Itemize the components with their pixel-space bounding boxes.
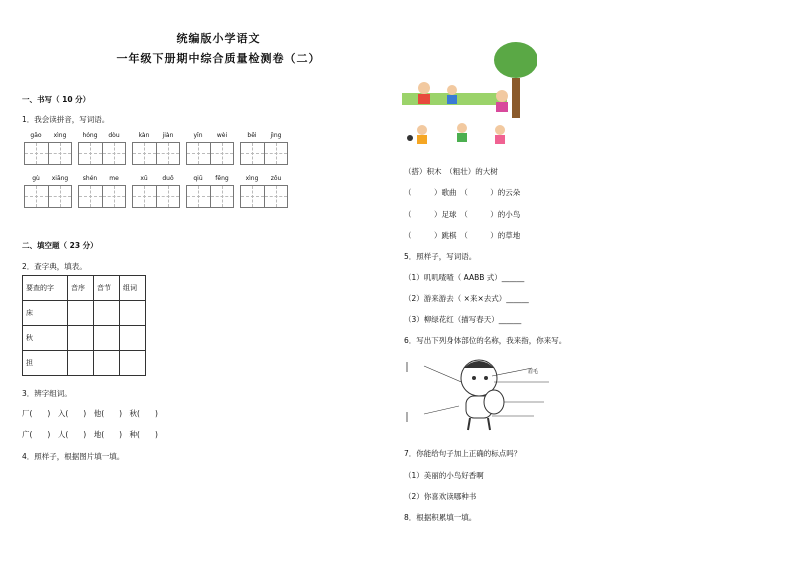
eye xyxy=(472,376,476,380)
table-row xyxy=(23,301,146,326)
page-title: 统编版小学语文 xyxy=(176,32,261,45)
table-cell-blank[interactable] xyxy=(68,301,94,326)
pinyin: dòu xyxy=(108,132,120,139)
writing-box[interactable] xyxy=(133,186,156,207)
tree-trunk xyxy=(512,78,520,118)
writing-box[interactable] xyxy=(241,143,264,164)
writing-box[interactable] xyxy=(156,186,180,207)
q7-item-2: （2）你喜欢读哪种书 xyxy=(404,492,477,501)
pinyin: wèi xyxy=(216,132,228,139)
q4-line-3: （ ）足球 （ ）的小鸟 xyxy=(404,210,521,219)
pinyin-group xyxy=(78,175,126,208)
table-cell-char: 床 xyxy=(23,301,68,326)
table-header-row xyxy=(23,276,146,301)
child-body xyxy=(457,133,467,142)
q4-line-1: （搭）积木 （粗壮）的大树 xyxy=(404,167,498,176)
section1-heading: 一、书写（ 10 分） xyxy=(22,95,91,104)
fan xyxy=(484,390,504,414)
pinyin-group xyxy=(132,175,180,208)
pinyin: hóng xyxy=(82,132,98,139)
pinyin: shén xyxy=(82,175,98,182)
pinyin: bēi xyxy=(247,132,257,139)
table-cell-blank[interactable] xyxy=(94,351,120,376)
children-playing-illustration xyxy=(402,38,537,150)
dictionary-table xyxy=(22,275,146,376)
table-cell-blank[interactable] xyxy=(94,326,120,351)
writing-box[interactable] xyxy=(241,186,264,207)
hair xyxy=(464,361,494,368)
pinyin-group xyxy=(240,175,288,208)
child-body xyxy=(417,135,427,144)
pinyin-row-1 xyxy=(24,132,288,165)
table-header: 音序 xyxy=(68,276,94,301)
pinyin: duō xyxy=(162,175,174,182)
pinyin: xū xyxy=(140,175,148,182)
writing-box[interactable] xyxy=(102,186,126,207)
writing-box[interactable] xyxy=(187,186,210,207)
writing-box[interactable] xyxy=(156,143,180,164)
pinyin-group xyxy=(24,132,72,165)
pinyin-row-2 xyxy=(24,175,288,208)
pinyin: jìng xyxy=(270,132,282,139)
pinyin-group xyxy=(186,175,234,208)
pinyin: xìng xyxy=(245,175,259,182)
section2-heading: 二、填空题（ 23 分） xyxy=(22,241,98,250)
writing-box[interactable] xyxy=(48,186,72,207)
pinyin-group xyxy=(78,132,126,165)
q5-item-1: （1）叽叽喳喳（ AABB 式）______ xyxy=(404,273,525,282)
pinyin: yīn xyxy=(193,132,203,139)
pinyin: xiāng xyxy=(51,175,69,182)
child xyxy=(417,125,427,135)
table-cell-blank[interactable] xyxy=(120,351,146,376)
table-cell-blank[interactable] xyxy=(68,351,94,376)
tree-crown xyxy=(494,42,537,78)
question-6: 6．写出下列身体部位的名称，我来指，你来写。 xyxy=(404,336,567,345)
q5-item-3: （3）柳绿花红（描写春天）______ xyxy=(404,315,522,324)
table-header: 要查的字 xyxy=(23,276,68,301)
writing-box[interactable] xyxy=(25,186,48,207)
q3-line-2: 广( ) 人( ) 地( ) 种( ) xyxy=(22,430,158,439)
pinyin: gāo xyxy=(30,132,42,139)
pinyin-group xyxy=(186,132,234,165)
writing-box[interactable] xyxy=(79,143,102,164)
child xyxy=(457,123,467,133)
writing-box[interactable] xyxy=(264,186,288,207)
writing-box[interactable] xyxy=(102,143,126,164)
page-subtitle: 一年级下册期中综合质量检测卷（二） xyxy=(116,52,321,65)
pinyin: zǒu xyxy=(270,175,282,182)
child-body xyxy=(496,102,508,112)
table-header: 组词 xyxy=(120,276,146,301)
question-8: 8．根据积累填一填。 xyxy=(404,513,477,522)
table-cell-char: 秋 xyxy=(23,326,68,351)
table-cell-blank[interactable] xyxy=(68,326,94,351)
writing-box[interactable] xyxy=(264,143,288,164)
child xyxy=(495,125,505,135)
table-header: 音节 xyxy=(94,276,120,301)
question-7: 7．你能给句子加上正确的标点吗？ xyxy=(404,449,522,458)
q7-item-1: （1）美丽的小鸟好香啊 xyxy=(404,471,484,480)
pinyin-group xyxy=(24,175,72,208)
writing-box[interactable] xyxy=(79,186,102,207)
eye xyxy=(484,376,488,380)
child xyxy=(418,82,430,94)
table-row xyxy=(23,351,146,376)
question-1: 1．我会读拼音，写词语。 xyxy=(22,115,110,124)
child-body xyxy=(447,95,457,104)
table-row xyxy=(23,326,146,351)
q5-item-2: （2）游来游去（ ×来×去式）______ xyxy=(404,294,529,303)
child xyxy=(496,90,508,102)
q3-line-1: 厂( ) 入( ) 他( ) 秋( ) xyxy=(22,409,158,418)
writing-box[interactable] xyxy=(133,143,156,164)
writing-box[interactable] xyxy=(210,143,234,164)
writing-box[interactable] xyxy=(48,143,72,164)
ball-icon xyxy=(407,135,413,141)
writing-box[interactable] xyxy=(187,143,210,164)
pinyin: xìng xyxy=(53,132,67,139)
q4-line-2: （ ）歌曲 （ ）的云朵 xyxy=(404,188,521,197)
pinyin: me xyxy=(109,175,119,182)
pinyin-group xyxy=(240,132,288,165)
child xyxy=(447,85,457,95)
body-parts-figure xyxy=(404,354,564,434)
question-5: 5．照样子，写词语。 xyxy=(404,252,477,261)
question-2: 2．查字典，填表。 xyxy=(22,262,87,271)
eyebrow-label: 眉毛 xyxy=(528,369,539,375)
child-body xyxy=(418,94,430,104)
pinyin: kàn xyxy=(138,132,150,139)
table-cell-blank[interactable] xyxy=(120,301,146,326)
writing-box[interactable] xyxy=(25,143,48,164)
table-cell-blank[interactable] xyxy=(94,301,120,326)
pinyin: gù xyxy=(32,175,40,182)
pinyin: qiū xyxy=(193,175,203,182)
table-cell-blank[interactable] xyxy=(120,326,146,351)
pinyin: jiàn xyxy=(162,132,174,139)
child-body xyxy=(495,135,505,144)
q4-line-4: （ ）跳棋 （ ）的草地 xyxy=(404,231,521,240)
question-3: 3．辨字组词。 xyxy=(22,389,72,398)
table-cell-char: 担 xyxy=(23,351,68,376)
writing-box[interactable] xyxy=(210,186,234,207)
question-4: 4．照样子，根据图片填一填。 xyxy=(22,452,125,461)
pinyin-group xyxy=(132,132,180,165)
pinyin: fēng xyxy=(215,175,229,182)
